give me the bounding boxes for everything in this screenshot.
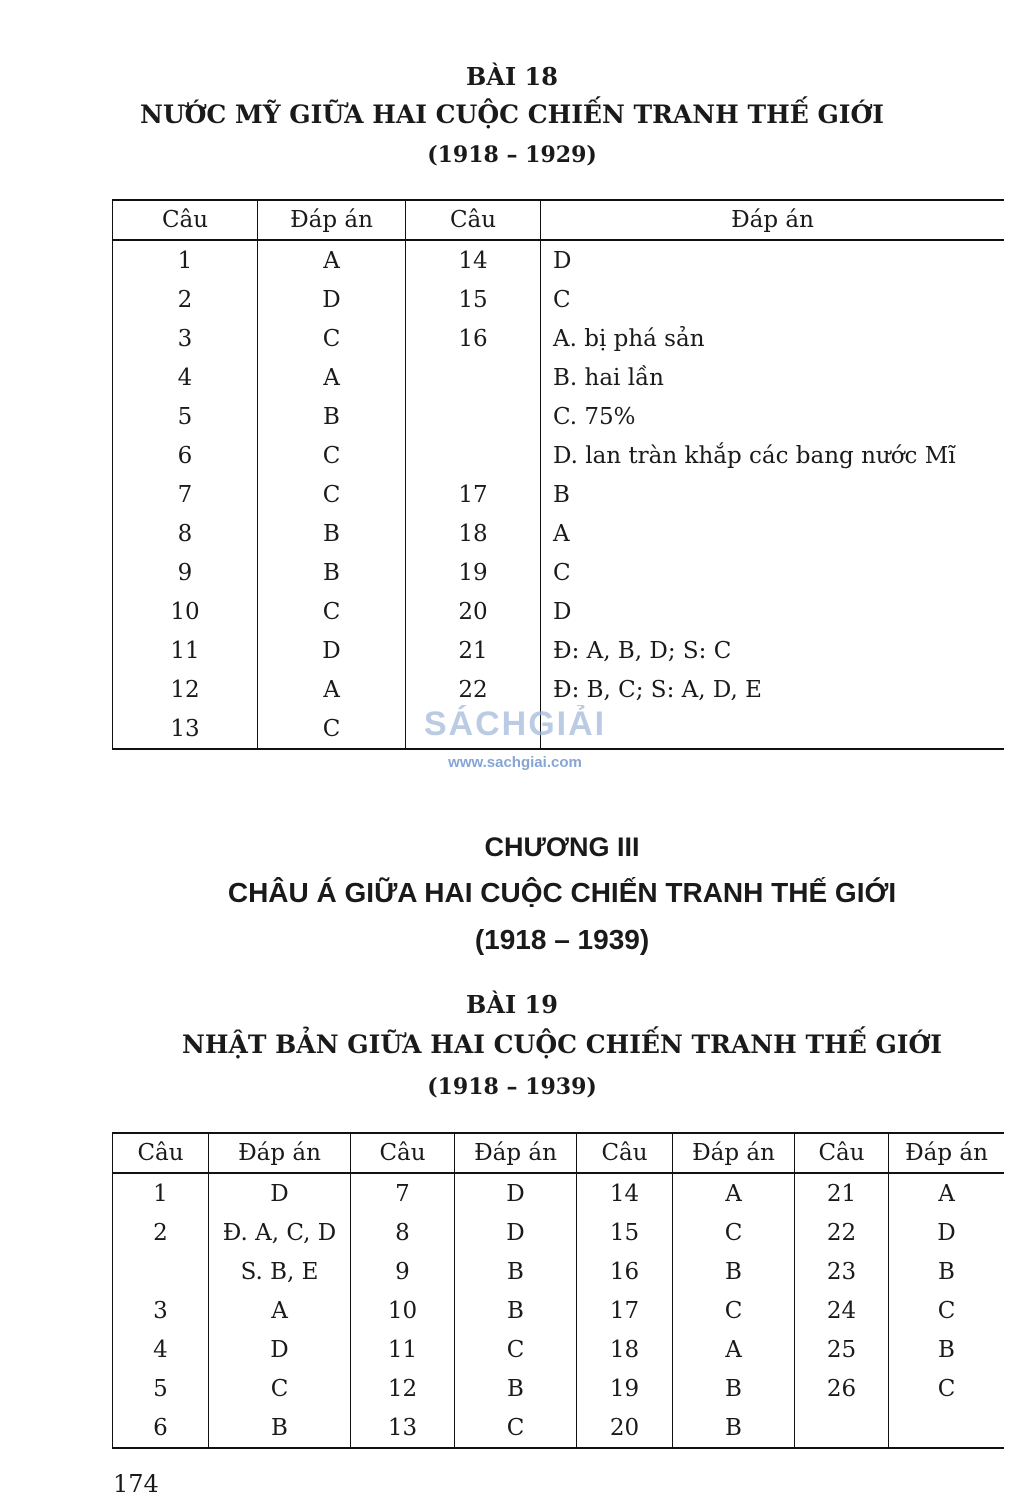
table-cell xyxy=(795,1408,889,1448)
table-cell: C xyxy=(553,286,571,313)
table-cell: 14 xyxy=(406,240,541,280)
table-cell: B xyxy=(938,1336,955,1363)
table-cell: 11 xyxy=(351,1330,455,1369)
table-cell: 3 xyxy=(113,319,258,358)
chapter-title: CHÂU Á GIỮA HAI CUỘC CHIẾN TRANH THẾ GIỚI xyxy=(227,877,897,908)
table-row xyxy=(113,240,1005,280)
table-cell: A xyxy=(209,1291,351,1330)
table-cell: C xyxy=(937,1297,956,1324)
table-cell: Đ: B, C; S: A, D, E xyxy=(553,676,762,703)
table-cell: Đ: A, B, D; S: C xyxy=(553,637,732,664)
table-cell: 17 xyxy=(406,475,541,514)
table-cell: 14 xyxy=(577,1173,673,1213)
table-cell: D xyxy=(553,598,572,625)
table-row xyxy=(113,1173,1005,1213)
table-cell: D xyxy=(258,280,406,319)
table-cell: S. B, E xyxy=(209,1252,351,1291)
table-cell: A. bị phá sản xyxy=(553,325,705,352)
table-row xyxy=(113,592,1005,631)
table-cell: C xyxy=(455,1330,577,1369)
table-cell: A xyxy=(673,1173,795,1213)
table-cell: A xyxy=(258,358,406,397)
table-cell xyxy=(113,1252,209,1291)
table-row xyxy=(113,1369,1005,1408)
table-cell: B xyxy=(258,397,406,436)
table-cell: C xyxy=(553,559,571,586)
table-header-row xyxy=(113,1133,1005,1173)
table-cell: C xyxy=(258,319,406,358)
column-header: Câu xyxy=(113,200,258,240)
table-cell: 10 xyxy=(351,1291,455,1330)
table-cell: 3 xyxy=(113,1291,209,1330)
lesson-18-period: (1918 – 1929) xyxy=(427,142,597,168)
table-cell: D xyxy=(209,1330,351,1369)
table-cell: B xyxy=(455,1291,577,1330)
table-cell: 4 xyxy=(113,1330,209,1369)
table-cell: D xyxy=(455,1173,577,1213)
table-row xyxy=(113,514,1005,553)
table-cell: A xyxy=(938,1180,955,1207)
column-header: Câu xyxy=(406,200,541,240)
table-cell: C. 75% xyxy=(553,403,636,430)
chapter-period: (1918 – 1939) xyxy=(474,924,650,955)
column-header: Đáp án xyxy=(541,200,1005,240)
table-cell: Đ. A, C, D xyxy=(209,1213,351,1252)
table-cell: C xyxy=(209,1369,351,1408)
table-cell: 9 xyxy=(113,553,258,592)
column-header: Câu xyxy=(795,1133,889,1173)
table-cell: 6 xyxy=(113,1408,209,1448)
table-cell: C xyxy=(258,592,406,631)
table-cell: C xyxy=(258,475,406,514)
column-header: Đáp án xyxy=(673,1133,795,1173)
table-cell: 5 xyxy=(113,397,258,436)
table-row xyxy=(113,1408,1005,1448)
lesson-19-answer-table xyxy=(112,1132,1004,1449)
column-header: Đáp án xyxy=(209,1133,351,1173)
table-row xyxy=(113,280,1005,319)
table-cell: A xyxy=(258,240,406,280)
table-cell: D xyxy=(455,1213,577,1252)
table-cell: B xyxy=(258,553,406,592)
table-cell: 10 xyxy=(113,592,258,631)
table-cell: 8 xyxy=(113,514,258,553)
table-cell: A xyxy=(553,520,570,547)
watermark xyxy=(410,705,620,771)
table-cell: 18 xyxy=(406,514,541,553)
table-row xyxy=(113,475,1005,514)
table-cell: 21 xyxy=(795,1173,889,1213)
table-cell: 19 xyxy=(577,1369,673,1408)
table-cell: D xyxy=(937,1219,956,1246)
table-cell xyxy=(406,397,541,436)
table-cell: 13 xyxy=(351,1408,455,1448)
table-cell: B xyxy=(673,1408,795,1448)
table-cell: 18 xyxy=(577,1330,673,1369)
table-cell: 15 xyxy=(577,1213,673,1252)
table-cell: C xyxy=(258,709,406,749)
table-cell: B xyxy=(455,1369,577,1408)
table-cell xyxy=(889,1408,1005,1448)
table-cell: 20 xyxy=(577,1408,673,1448)
table-cell: 19 xyxy=(406,553,541,592)
table-cell: 21 xyxy=(406,631,541,670)
column-header: Đáp án xyxy=(258,200,406,240)
table-cell: 7 xyxy=(351,1173,455,1213)
table-cell: D xyxy=(553,247,572,274)
table-cell: 2 xyxy=(113,1213,209,1252)
table-cell: 12 xyxy=(113,670,258,709)
table-row xyxy=(113,631,1005,670)
column-header: Câu xyxy=(577,1133,673,1173)
table-cell: 9 xyxy=(351,1252,455,1291)
table-cell: C xyxy=(258,436,406,475)
table-cell: D xyxy=(209,1173,351,1213)
table-cell: 7 xyxy=(113,475,258,514)
table-cell: 6 xyxy=(113,436,258,475)
table-cell: 8 xyxy=(351,1213,455,1252)
table-cell: 1 xyxy=(113,1173,209,1213)
lesson-19-period: (1918 – 1939) xyxy=(427,1074,597,1100)
table-cell: 12 xyxy=(351,1369,455,1408)
chapter-label: CHƯƠNG III xyxy=(484,832,640,862)
table-cell: 13 xyxy=(113,709,258,749)
table-cell: B xyxy=(673,1252,795,1291)
table-cell: B xyxy=(209,1408,351,1448)
table-cell: 16 xyxy=(577,1252,673,1291)
table-row xyxy=(113,670,1005,709)
table-cell: B xyxy=(673,1369,795,1408)
watermark-brand: SÁCHGIẢI xyxy=(423,705,607,743)
lesson-18-label: BÀI 18 xyxy=(466,62,558,91)
table-cell: 15 xyxy=(406,280,541,319)
table-row xyxy=(113,319,1005,358)
table-cell: B xyxy=(553,481,570,508)
table-cell: B xyxy=(258,514,406,553)
table-cell: 22 xyxy=(795,1213,889,1252)
watermark-url: www.sachgiai.com xyxy=(448,754,582,771)
table-cell: 1 xyxy=(113,240,258,280)
table-cell: 16 xyxy=(406,319,541,358)
table-row xyxy=(113,1291,1005,1330)
table-row xyxy=(113,553,1005,592)
table-cell: 17 xyxy=(577,1291,673,1330)
table-cell: 26 xyxy=(795,1369,889,1408)
lesson-19-label: BÀI 19 xyxy=(466,990,558,1019)
table-row xyxy=(113,1330,1005,1369)
table-cell: C xyxy=(673,1213,795,1252)
table-cell: A xyxy=(258,670,406,709)
table-cell: 11 xyxy=(113,631,258,670)
table-cell: 5 xyxy=(113,1369,209,1408)
table-cell: A xyxy=(673,1330,795,1369)
table-cell: 25 xyxy=(795,1330,889,1369)
table-cell: B. hai lần xyxy=(553,364,664,391)
page-number: 174 xyxy=(113,1470,159,1498)
table-cell: 23 xyxy=(795,1252,889,1291)
table-cell: D xyxy=(258,631,406,670)
table-cell: C xyxy=(455,1408,577,1448)
table-row xyxy=(113,1213,1005,1252)
table-cell: 4 xyxy=(113,358,258,397)
table-cell: 20 xyxy=(406,592,541,631)
table-cell: 24 xyxy=(795,1291,889,1330)
lesson-18-answer-table xyxy=(112,199,1004,750)
table-cell xyxy=(406,436,541,475)
table-header-row xyxy=(113,200,1005,240)
column-header: Câu xyxy=(113,1133,209,1173)
table-row xyxy=(113,1252,1005,1291)
table-row xyxy=(113,436,1005,475)
table-cell: 22 xyxy=(406,670,541,709)
lesson-19-title: NHẬT BẢN GIỮA HAI CUỘC CHIẾN TRANH THẾ GIỚI xyxy=(182,1030,942,1059)
column-header: Đáp án xyxy=(889,1133,1005,1173)
table-cell: B xyxy=(938,1258,955,1285)
column-header: Câu xyxy=(351,1133,455,1173)
table-row xyxy=(113,397,1005,436)
column-header: Đáp án xyxy=(455,1133,577,1173)
table-cell: 2 xyxy=(113,280,258,319)
table-cell: B xyxy=(455,1252,577,1291)
table-row xyxy=(113,358,1005,397)
table-cell xyxy=(406,358,541,397)
table-cell: C xyxy=(937,1375,956,1402)
table-cell: C xyxy=(673,1291,795,1330)
table-cell: D. lan tràn khắp các bang nước Mĩ xyxy=(553,442,956,469)
lesson-18-title: NƯỚC MỸ GIỮA HAI CUỘC CHIẾN TRANH THẾ GIỚI xyxy=(140,100,884,129)
